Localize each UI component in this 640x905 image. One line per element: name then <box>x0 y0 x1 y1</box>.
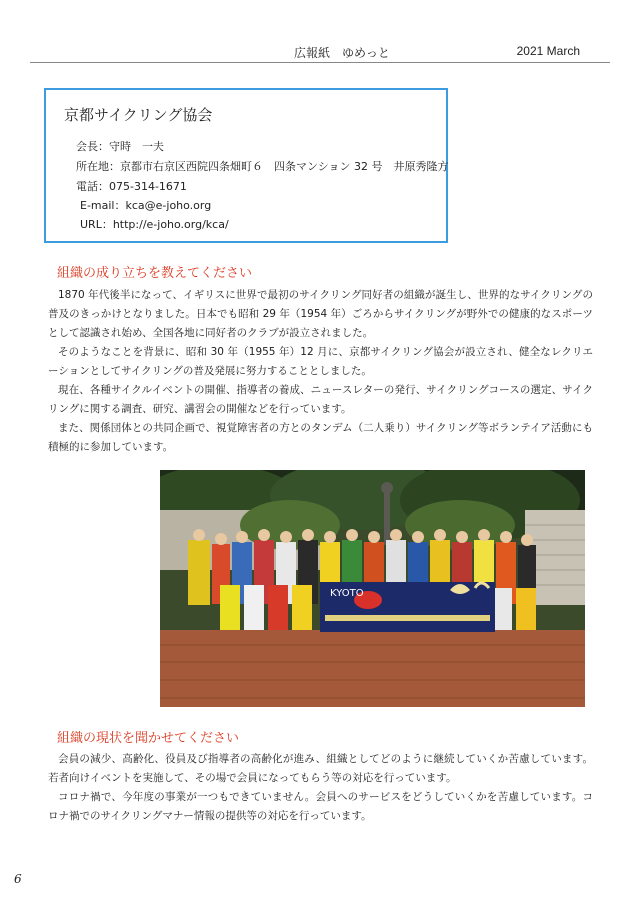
paragraph: また、関係団体との共同企画で、視覚障害者の方とのタンデム（二人乗り）サイクリング等ボランテイア活動にも積極的に参加しています。 <box>48 422 593 453</box>
newsletter-title: 広報紙 ゆめっと <box>294 46 390 60</box>
issue-date: 2021 March <box>516 44 580 58</box>
page-header <box>30 42 610 63</box>
phone-line: 電話：075-314-1671 <box>76 180 187 193</box>
paragraph: 現在、各種サイクルイベントの開催、指導者の養成、ニュースレターの発行、サイクリングコースの選定、サイクリングに関する調査、研究、講習会の開催などを行っています。 <box>48 384 593 415</box>
paragraph: そのようなことを背景に、昭和 30 年（1955 年）12 月に、京都サイクリング協会が設立され、健全なレクリエーションとしてサイクリングの普及発展に努力することとしました。 <box>48 346 593 377</box>
page-number: 6 <box>14 872 22 886</box>
organization-info-box <box>44 88 448 243</box>
banner-text: KYOTO <box>330 588 364 599</box>
section-heading-status: 組織の現状を聞かせてください <box>57 731 240 746</box>
section-body-status <box>48 750 593 826</box>
section-body-origin <box>48 286 593 457</box>
paragraph: 1870 年代後半になって、イギリスに世界で最初のサイクリング同好者の組織が誕生し、世界的なサイクリングの普及のきっかけとなりました。日本でも昭和 29 年（1954 年）ごろからサイクリングが野外での健康的なスポーツとして認識され始め、全国各地に同好者のクラブが設立されました。 <box>48 289 593 339</box>
paragraph: 会員の減少、高齢化、役員及び指導者の高齢化が進み、組織としてどのように継続していくか苦慮しています。若者向けイベントを実施して、その場で会員になってもらう等の対応を行っています。 <box>48 753 593 784</box>
paragraph: コロナ禍で、今年度の事業が一つもできていません。会員へのサービスをどうしていくかを苦慮しています。コロナ禍でのサイクリングマナー情報の提供等の対応を行っています。 <box>48 791 593 822</box>
chair-line: 会長：守時 一夫 <box>76 140 164 153</box>
section-heading-origin: 組織の成り立ちを教えてください <box>57 266 253 281</box>
address-line: 所在地：京都市右京区西院四条畑町６ 四条マンション 32 号 井原秀隆方 <box>76 160 449 173</box>
organization-name: 京都サイクリング協会 <box>64 106 213 124</box>
group-photo-illustration <box>160 470 585 707</box>
group-photo <box>160 470 585 707</box>
url-line[interactable]: URL：http://e-joho.org/kca/ <box>80 218 229 231</box>
email-line[interactable]: E-mail：kca@e-joho.org <box>80 199 212 212</box>
